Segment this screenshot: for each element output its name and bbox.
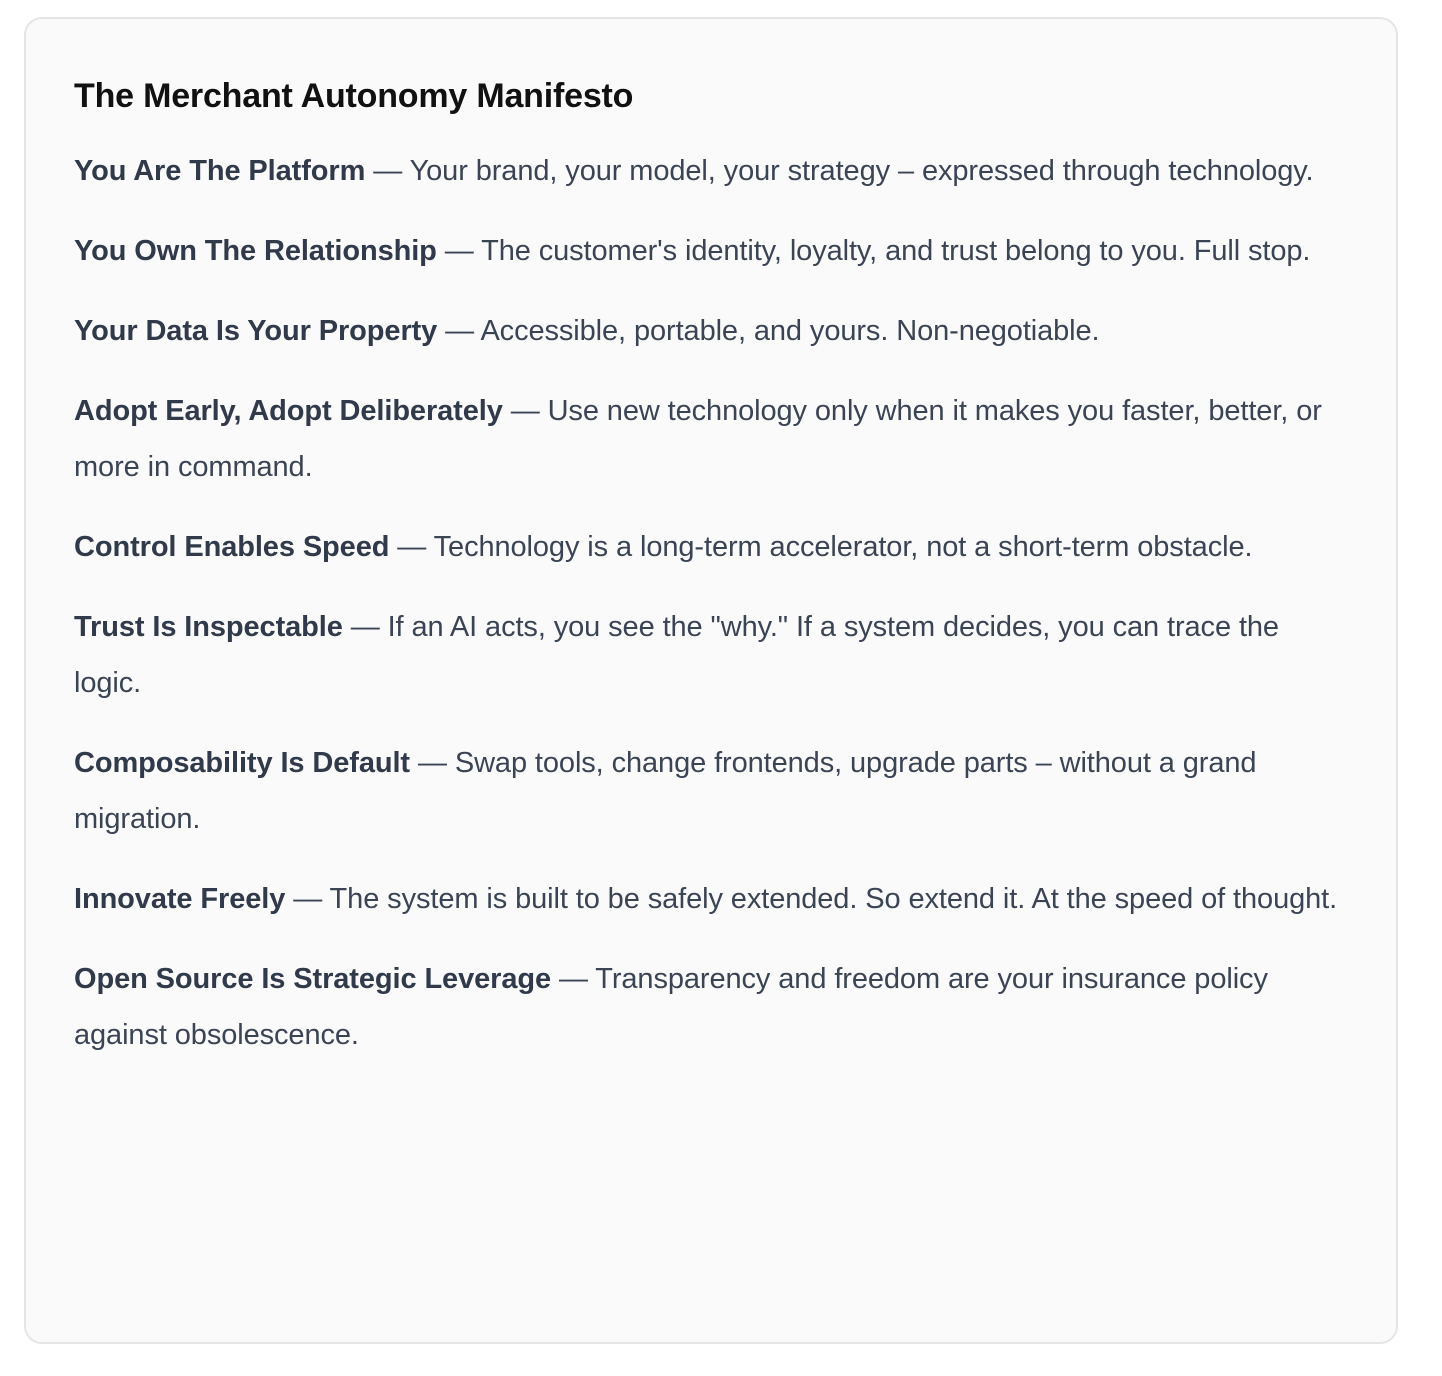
principle-term: Composability Is Default [74,747,410,779]
principle-item [74,383,1348,495]
principle-item [74,303,1348,359]
principle-term: You Own The Relationship [74,235,437,267]
principle-item [74,871,1348,927]
principle-text: Swap tools, change frontends, upgrade parts – without a grand migration. [74,747,1257,835]
principle-item [74,735,1348,847]
separator: — [365,155,410,187]
principle-item [74,143,1348,199]
separator: — [436,235,482,267]
manifesto-title: The Merchant Autonomy Manifesto [74,77,634,115]
principle-term: Innovate Freely [74,883,286,915]
principle-text: Your brand, your model, your strategy – expressed through technology. [409,155,1314,187]
principle-item [74,223,1348,279]
principle-text: Technology is a long-term accelerator, not a short-term obstacle. [433,531,1253,563]
principles-list [74,143,1348,1063]
separator: — [410,747,455,779]
principle-term: Adopt Early, Adopt Deliberately [74,395,503,427]
principle-item [74,951,1348,1063]
principle-text: If an AI acts, you see the "why." If a system decides, you can trace the logic. [74,611,1279,699]
principle-term: Control Enables Speed [74,531,390,563]
separator: — [551,963,596,995]
principle-item [74,519,1348,575]
separator: — [502,395,548,427]
separator: — [437,315,481,347]
manifesto-card [24,17,1398,1344]
principle-item [74,599,1348,711]
principle-text: Accessible, portable, and yours. Non-negotiable. [480,315,1100,347]
principle-text: Transparency and freedom are your insurance policy against obsolescence. [74,963,1268,1051]
principle-text: The system is built to be safely extended. So extend it. At the speed of thought. [329,883,1338,915]
separator: — [389,531,434,563]
separator: — [342,611,388,643]
principle-term: Open Source Is Strategic Leverage [74,963,551,995]
principle-text: Use new technology only when it makes you faster, better, or more in command. [74,395,1322,483]
principle-term: Your Data Is Your Property [74,315,438,347]
principle-term: You Are The Platform [74,155,366,187]
principle-term: Trust Is Inspectable [74,611,343,643]
principle-text: The customer's identity, loyalty, and trust belong to you. Full stop. [481,235,1311,267]
separator: — [285,883,330,915]
